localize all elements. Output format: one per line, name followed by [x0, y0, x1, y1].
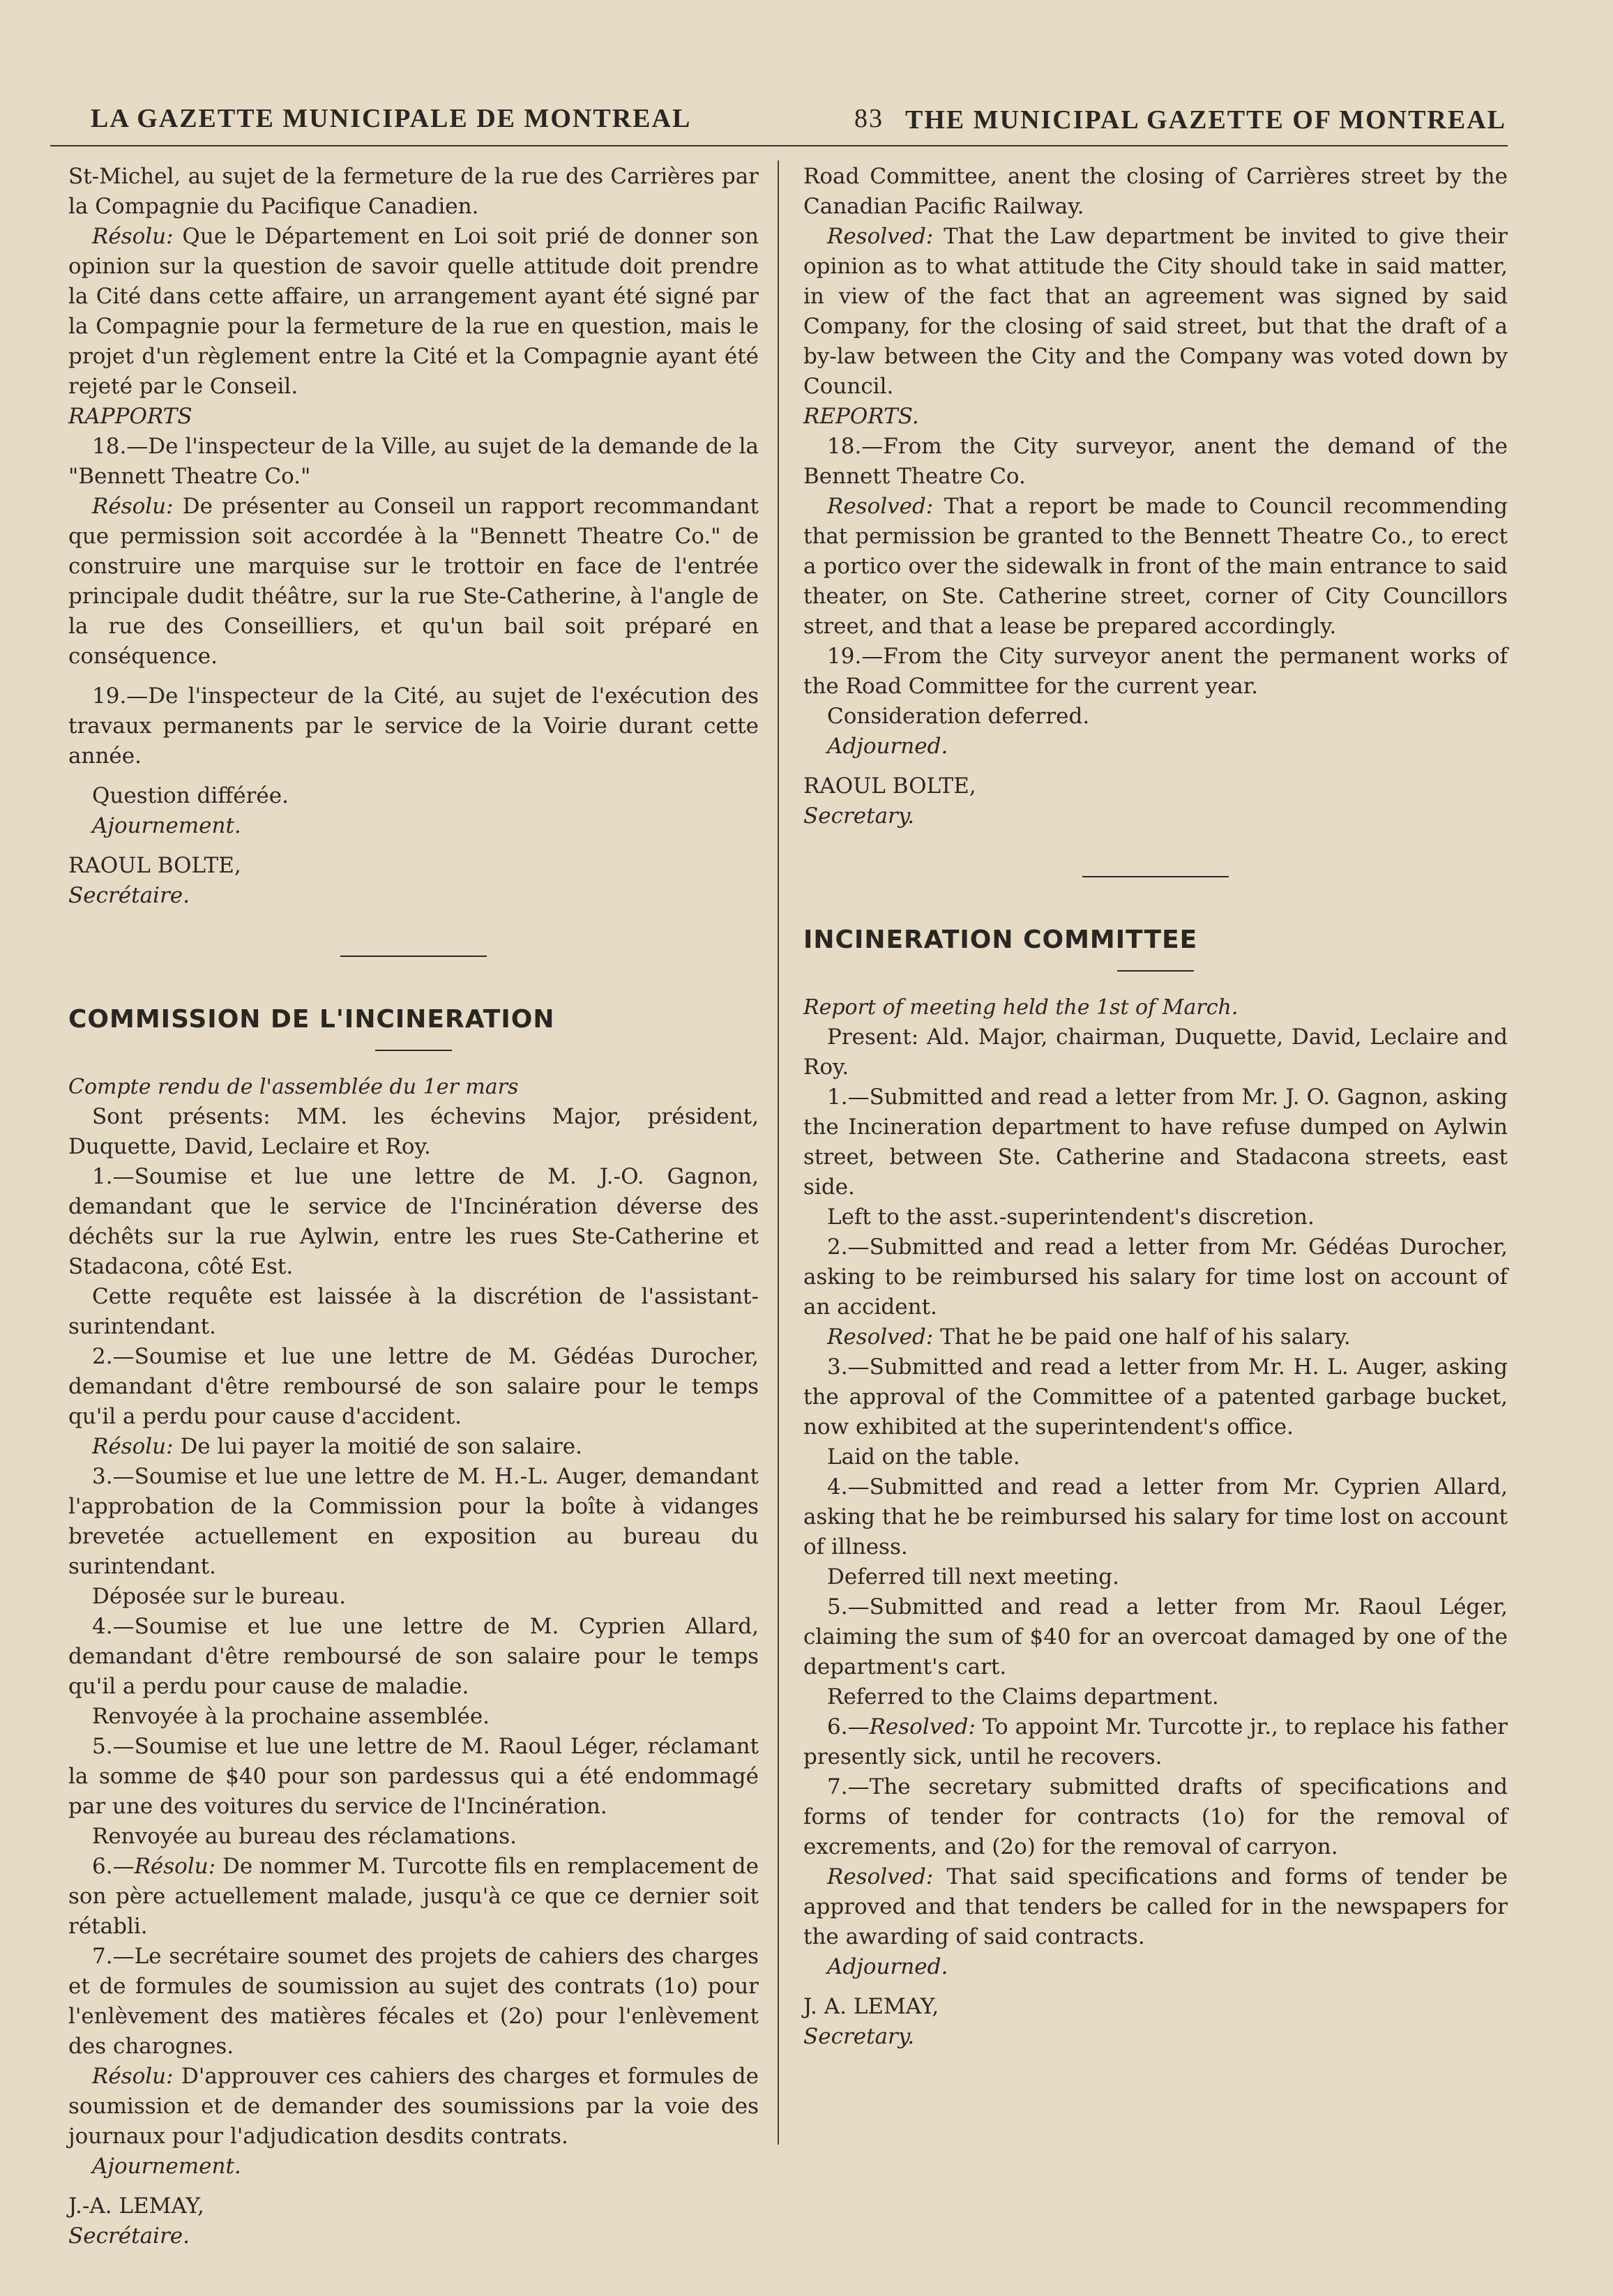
fr-item-18-resolu-text: De présenter au Conseil un rapport recommandant que permission soit accordée à la "Bennett Theatre Co." de construire une marquise sur le trottoir en face de l'entrée principale dudit théâtre, sur la rue Ste-Catherine, à l'angle de la rue des Conseilliers, et qu'un bail soit préparé en conséquence.	[68, 494, 759, 669]
page-number: 83	[854, 104, 884, 133]
header-english-title: THE MUNICIPAL GAZETTE OF MONTREAL	[905, 105, 1506, 135]
en-committee-secretary-title: Secretary.	[803, 2024, 915, 2049]
fr-resolu-label: Résolu:	[92, 224, 174, 249]
en-report-of-meeting: Report of meeting held the 1st of March.	[803, 995, 1239, 1020]
fr-secretary-name: RAOUL BOLTE,	[68, 853, 241, 878]
fr-compte-rendu: Compte rendu de l'assemblée du 1er mars	[68, 1075, 519, 1099]
en-committee-item-4: 4.—Submitted and read a letter from Mr. Cyprien Allard, asking that he be reimbursed his salary for time lost on account of illness.	[803, 1474, 1508, 1559]
fr-commission-item-5-result: Renvoyée au bureau des réclamations.	[92, 1824, 517, 1849]
fr-item-19: 19.—De l'inspecteur de la Cité, au sujet de l'exécution des travaux permanents par le service de la Voirie durant cette année.	[68, 683, 759, 769]
fr-commission-secretary-name: J.-A. LEMAY,	[68, 2193, 204, 2219]
en-heading-rule	[1117, 970, 1194, 972]
en-adjourned: Adjourned.	[827, 734, 948, 759]
en-committee-item-2: 2.—Submitted and read a letter from Mr. Gédéas Durocher, asking to be reimbursed his salary for time lost on account of an accident.	[803, 1234, 1508, 1320]
fr-continuation: St-Michel, au sujet de la fermeture de la rue des Carrières par la Compagnie du Pacifique Canadien.	[68, 164, 759, 219]
fr-resolu-text: Que le Département en Loi soit prié de donner son opinion sur la question de savoir quelle attitude doit prendre la Cité dans cette affaire, un arrangement ayant été signé par la Compagnie pour la fermeture de la rue en question, mais le projet d'un règlement entre la Cité et la Compagnie ayant été rejeté par le Conseil.	[68, 224, 759, 399]
fr-secretary-title: Secrétaire.	[68, 883, 190, 908]
fr-commission-secretary-title: Secrétaire.	[68, 2223, 190, 2249]
fr-rapports-label: RAPPORTS	[68, 404, 192, 429]
fr-commission-item-4: 4.—Soumise et lue une lettre de M. Cyprien Allard, demandant d'être remboursé de son salaire pour le temps qu'il a perdu pour cause de maladie.	[68, 1614, 759, 1699]
en-committee-item-7: 7.—The secretary submitted drafts of specifications and forms of tender for contracts (1o) for the removal of excrements, and (2o) for the removal of carryon.	[803, 1774, 1508, 1859]
fr-commission-item-3-result: Déposée sur le bureau.	[92, 1584, 347, 1609]
fr-commission-item-1-result: Cette requête est laissée à la discrétion de l'assistant-surintendant.	[68, 1284, 759, 1339]
fr-commission-item-2: 2.—Soumise et lue une lettre de M. Gédéas Durocher, demandant d'être remboursé de son salaire pour le temps qu'il a perdu pour cause d'accident.	[68, 1344, 759, 1429]
en-item-18: 18.—From the City surveyor, anent the demand of the Bennett Theatre Co.	[803, 434, 1508, 489]
fr-commission-ajournement: Ajournement.	[92, 2154, 241, 2179]
fr-commission-item-7: 7.—Le secrétaire soumet des projets de cahiers des charges et de formules de soumission au sujet des contrats (1o) pour l'enlèvement des matières fécales et (2o) pour l'enlèvement des charognes.	[68, 1944, 759, 2059]
fr-commission-item-6: 6.—Résolu: De nommer M. Turcotte fils en remplacement de son père actuellement malade, jusqu'à ce que ce dernier soit rétabli.	[68, 1854, 759, 1939]
en-resolved-text: That the Law department be invited to give their opinion as to what attitude the City should take in said matter, in view of the fact that an agreement was signed by said Company, for the closing of said street, but that the draft of a by-law between the City and the Company was voted down by Council.	[803, 224, 1508, 399]
en-committee-adjourned: Adjourned.	[827, 1954, 948, 1979]
en-secretary-name: RAOUL BOLTE,	[803, 773, 976, 799]
fr-commission-item-3: 3.—Soumise et lue une lettre de M. H.-L. Auger, demandant l'approbation de la Commission pour la boîte à vidanges brevetée actuellement en exposition au bureau du surintendant.	[68, 1464, 759, 1579]
en-item-19: 19.—From the City surveyor anent the permanent works of the Road Committee for the current year.	[803, 644, 1508, 699]
fr-resolu-paragraph	[68, 222, 759, 402]
en-present: Present: Ald. Major, chairman, Duquette, David, Leclaire and Roy.	[803, 1025, 1508, 1080]
en-resolved-label: Resolved:	[827, 224, 934, 249]
en-committee-item-2-resolved: Resolved: That he be paid one half of his salary.	[827, 1324, 1351, 1350]
en-committee-item-3-result: Laid on the table.	[827, 1444, 1020, 1470]
french-column	[68, 162, 759, 2251]
fr-commission-item-4-result: Renvoyée à la prochaine assemblée.	[92, 1704, 490, 1729]
fr-item-18-resolu-label: Résolu:	[92, 494, 174, 519]
page-header	[91, 96, 1506, 138]
en-resolved-paragraph	[803, 222, 1508, 402]
fr-heading-rule	[375, 1050, 452, 1051]
en-section-rule	[1082, 876, 1229, 877]
en-committee-heading: INCINERATION COMMITTEE	[803, 926, 1198, 954]
fr-ajournement: Ajournement.	[92, 813, 241, 838]
header-french-title: LA GAZETTE MUNICIPALE DE MONTREAL	[91, 104, 692, 133]
en-committee-item-6: 6.—Resolved: To appoint Mr. Turcotte jr., to replace his father presently sick, until he recovers.	[803, 1714, 1508, 1769]
fr-presents: Sont présents: MM. les échevins Major, président, Duquette, David, Leclaire et Roy.	[68, 1104, 759, 1159]
en-committee-item-4-result: Deferred till next meeting.	[827, 1564, 1119, 1589]
en-secretary-title: Secretary.	[803, 803, 915, 829]
en-committee-secretary-name: J. A. LEMAY,	[803, 1994, 939, 2019]
en-committee-item-5-result: Referred to the Claims department.	[827, 1684, 1219, 1709]
fr-commission-item-5: 5.—Soumise et lue une lettre de M. Raoul Léger, réclamant la somme de $40 pour son pardessus qui a été endommagé par une des voitures du service de l'Incinération.	[68, 1734, 759, 1819]
fr-commission-item-7-resolu: Résolu: D'approuver ces cahiers des charges et formules de soumission et de demander des soumissions par la voie des journaux pour l'adjudication desdits contrats.	[68, 2064, 759, 2149]
en-reports-label: REPORTS.	[803, 404, 919, 429]
en-item-18-resolved: Resolved: That a report be made to Council recommending that permission be granted to the Bennett Theatre Co., to erect a portico over the sidewalk in front of the main entrance to said theater, on Ste. Catherine street, corner of City Councillors street, and that a lease be prepared accordingly.	[803, 494, 1508, 639]
en-committee-item-7-resolved: Resolved: That said specifications and forms of tender be approved and that tenders be called for in the newspapers for the awarding of said contracts.	[803, 1864, 1508, 1949]
en-committee-item-1-result: Left to the asst.-superintendent's discretion.	[827, 1204, 1315, 1230]
fr-commission-item-2-resolu: Résolu: De lui payer la moitié de son salaire.	[92, 1434, 582, 1459]
en-continuation: Road Committee, anent the closing of Carrières street by the Canadian Pacific Railway.	[803, 164, 1508, 219]
column-divider	[778, 160, 779, 2145]
fr-item-18-resolu	[68, 492, 759, 672]
en-committee-item-5: 5.—Submitted and read a letter from Mr. Raoul Léger, claiming the sum of $40 for an overcoat damaged by one of the department's cart.	[803, 1594, 1508, 1679]
fr-section-rule	[340, 956, 487, 957]
en-committee-item-3: 3.—Submitted and read a letter from Mr. H. L. Auger, asking the approval of the Committee of a patented garbage bucket, now exhibited at the superintendent's office.	[803, 1354, 1508, 1440]
fr-question-differee: Question différée.	[92, 783, 289, 808]
fr-commission-item-1: 1.—Soumise et lue une lettre de M. J.-O. Gagnon, demandant que le service de l'Incinération déverse des déchêts sur la rue Aylwin, entre les rues Ste-Catherine et Stadacona, côté Est.	[68, 1164, 759, 1279]
header-rule	[50, 145, 1508, 146]
english-column	[803, 162, 1508, 2052]
fr-item-18: 18.—De l'inspecteur de la Ville, au sujet de la demande de la "Bennett Theatre Co."	[68, 434, 759, 489]
en-committee-item-1: 1.—Submitted and read a letter from Mr. J. O. Gagnon, asking the Incineration department to have refuse dumped on Aylwin street, between Ste. Catherine and Stadacona streets, east side.	[803, 1085, 1508, 1200]
fr-commission-heading: COMMISSION DE L'INCINERATION	[68, 1005, 555, 1034]
en-consideration-deferred: Consideration deferred.	[827, 704, 1090, 729]
